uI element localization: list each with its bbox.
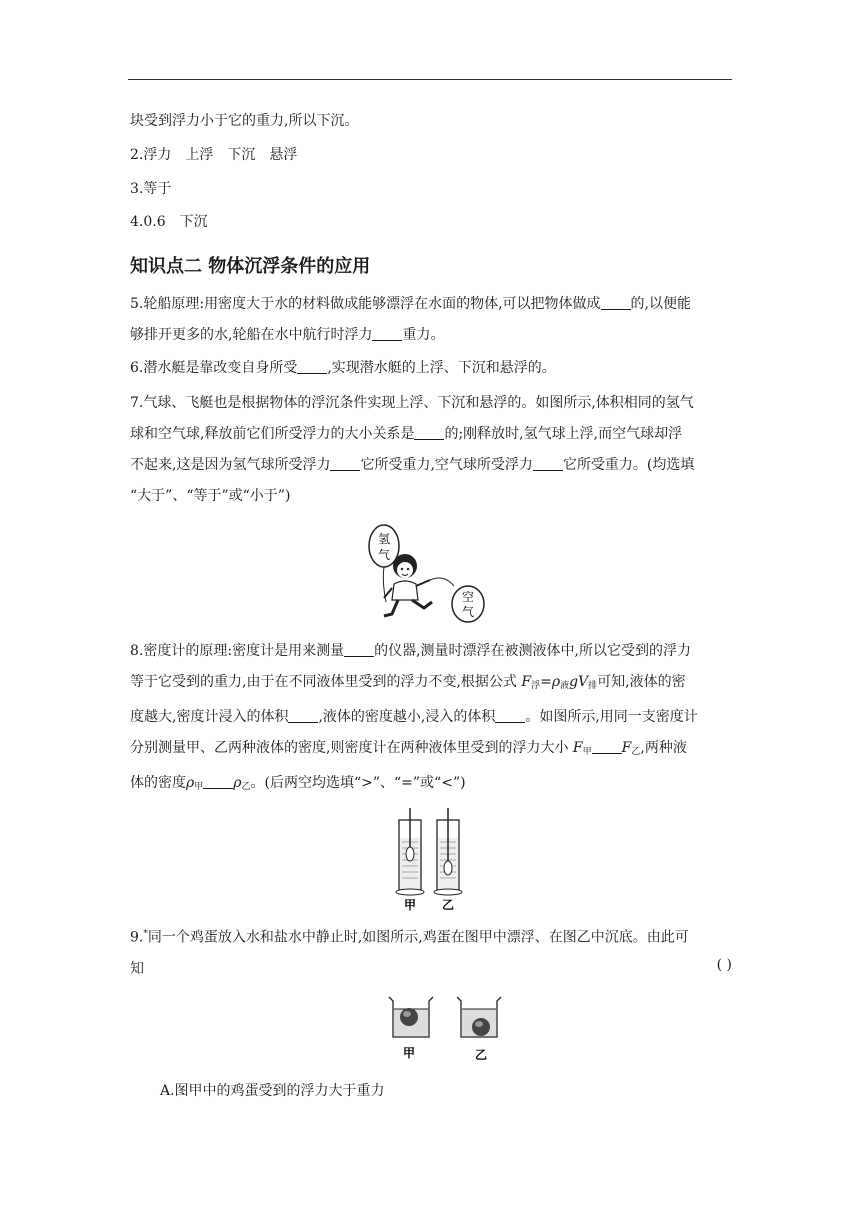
header-rule: [128, 79, 732, 80]
egg-floating: [400, 1008, 418, 1026]
question-7: 7.气球、飞艇也是根据物体的浮沉条件实现上浮、下沉和悬浮的。如图所示,体积相同的氢气 球和空气球,释放前它们所受浮力的大小关系是 的;刚释放时,氢气球上浮,而空气球却浮 不起来,这是因为氢气球所受浮力 它所受重力,空气球所受浮力 它所受重力。(均选填 “大于”、“等于”或“小于”): [130, 395, 695, 504]
label-jia: 甲: [403, 898, 417, 912]
hydrogen-label-2: 气: [377, 548, 391, 562]
air-label-2: 气: [461, 605, 475, 619]
answer-2: 2.浮力 上浮 下沉 悬浮: [130, 147, 298, 163]
question-9: 9.*同一个鸡蛋放入水和盐水中静止时,如图所示,鸡蛋在图甲中漂浮、在图乙中沉底。由此可 知: [130, 929, 689, 977]
boy-body: [392, 581, 418, 600]
blank[interactable]: [592, 739, 622, 754]
answer-3: 3.等于: [130, 181, 172, 197]
blank[interactable]: [344, 642, 374, 657]
answer-bracket[interactable]: ( ): [716, 957, 732, 973]
blank[interactable]: [601, 295, 631, 310]
cylinder-yi: [434, 808, 462, 895]
label-jia: 甲: [402, 1046, 416, 1060]
question-8: 8.密度计的原理:密度计是用来测量 的仪器,测量时漂浮在被测液体中,所以它受到的浮力 等于它受到的重力,由于在不同液体里受到的浮力不变,根据公式 $F_浮=\rho_液gV_排$可知,液体的密 度越大,密度计浸入的体积 ,液体的密度越小,浸入的体积 。如图所示,用同一支密度计 分别测量甲、乙两种液体的密度,则密度计在两种液体里受到的浮力大小 $F_甲$ $F_乙$,两种液 体的密度$\rho_甲$ $\rho_乙$。(后两空均选填“>”、“=”或“<”): [130, 643, 698, 792]
hydrometer-figure: [393, 808, 469, 912]
blank[interactable]: [288, 708, 318, 723]
hydrogen-label-1: 氢: [377, 532, 391, 546]
blank[interactable]: [533, 456, 563, 471]
label-yi: 乙: [474, 1048, 488, 1062]
option-a[interactable]: A.图甲中的鸡蛋受到的浮力大于重力: [160, 1083, 385, 1099]
air-label-1: 空: [461, 590, 475, 604]
section-heading: 知识点二 物体沉浮条件的应用: [130, 256, 371, 277]
beaker-jia: [389, 997, 433, 1037]
answer-line-1: 块受到浮力小于它的重力,所以下沉。: [130, 113, 359, 129]
balloon-figure: [362, 522, 492, 624]
egg-sunk: [472, 1018, 490, 1036]
blank[interactable]: [414, 425, 444, 440]
cylinder-jia: [396, 808, 424, 895]
blank[interactable]: [372, 326, 402, 341]
blank[interactable]: [495, 708, 525, 723]
blank[interactable]: [330, 456, 360, 471]
question-5: 5.轮船原理:用密度大于水的材料做成能够漂浮在水面的物体,可以把物体做成 的,以便能 够排开更多的水,轮船在水中航行时浮力 重力。: [130, 296, 691, 343]
beaker-yi: [457, 997, 501, 1037]
blank[interactable]: [297, 359, 327, 374]
egg-figure: [385, 993, 505, 1065]
question-6: 6.潜水艇是靠改变自身所受 ,实现潜水艇的上浮、下沉和悬浮的。: [130, 360, 556, 376]
blank[interactable]: [203, 774, 233, 789]
label-yi: 乙: [441, 898, 455, 912]
answer-4: 4.0.6 下沉: [130, 214, 208, 230]
